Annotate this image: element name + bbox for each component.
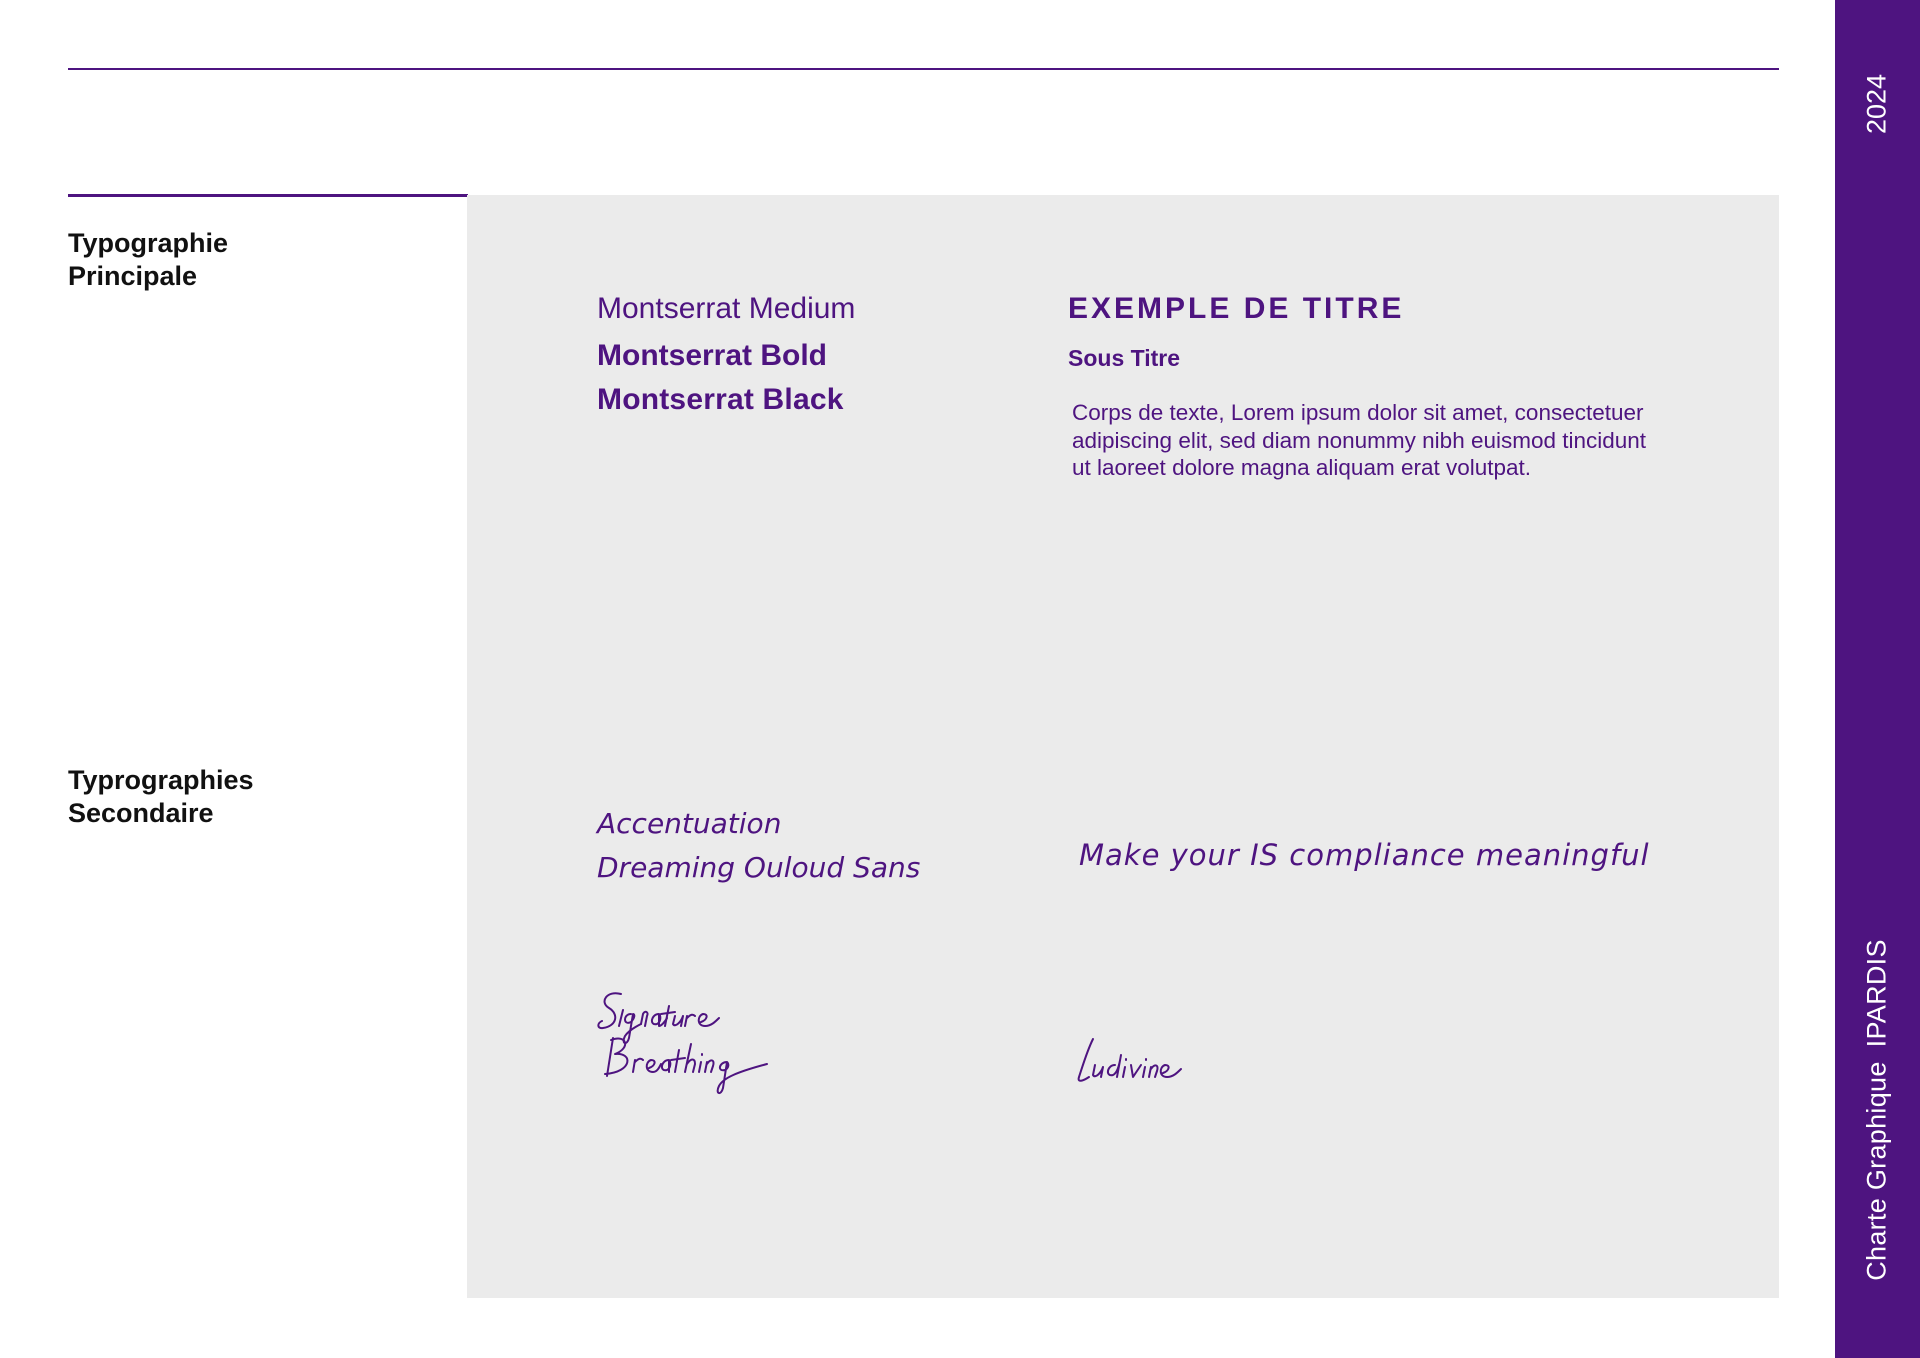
signature-sample-script bbox=[1077, 1035, 1197, 1095]
section-divider bbox=[68, 194, 468, 197]
label-secondary-line1: Typrographies bbox=[68, 765, 254, 795]
font-bold-name: Montserrat Bold bbox=[597, 339, 828, 372]
label-primary-typography bbox=[68, 227, 228, 293]
label-secondary-typography bbox=[68, 764, 254, 830]
label-secondary-line2: Secondaire bbox=[68, 798, 214, 828]
accent-sample-text: Make your IS compliance meaningful bbox=[1079, 838, 1650, 872]
accent-font-name bbox=[597, 802, 920, 890]
signature-font-script bbox=[597, 988, 777, 1098]
sample-title: EXEMPLE DE TITRE bbox=[1068, 292, 1405, 325]
top-divider bbox=[68, 68, 1779, 70]
signature-font-name bbox=[597, 988, 777, 1103]
accent-font-line1: Accentuation bbox=[597, 807, 782, 840]
label-primary-line1: Typographie bbox=[68, 228, 229, 258]
accent-font-line2: Dreaming Ouloud Sans bbox=[597, 851, 921, 884]
font-black-name: Montserrat Black bbox=[597, 383, 844, 416]
signature-sample bbox=[1077, 1035, 1197, 1100]
band-year: 2024 bbox=[1861, 73, 1892, 135]
sample-subtitle: Sous Titre bbox=[1068, 345, 1181, 371]
font-medium-name: Montserrat Medium bbox=[597, 292, 856, 325]
band-title-text: Charte Graphique bbox=[1861, 1061, 1892, 1281]
label-primary-line2: Principale bbox=[68, 261, 198, 291]
sample-body-text: Corps de texte, Lorem ipsum dolor sit amet, consectetuer adipiscing elit, sed diam nonummy nibh euismod tincidunt ut laoreet dolore magna aliquam erat volutpat. bbox=[1072, 400, 1647, 480]
band-title bbox=[1862, 939, 1893, 1281]
band-brand: IPARDIS bbox=[1861, 939, 1892, 1048]
